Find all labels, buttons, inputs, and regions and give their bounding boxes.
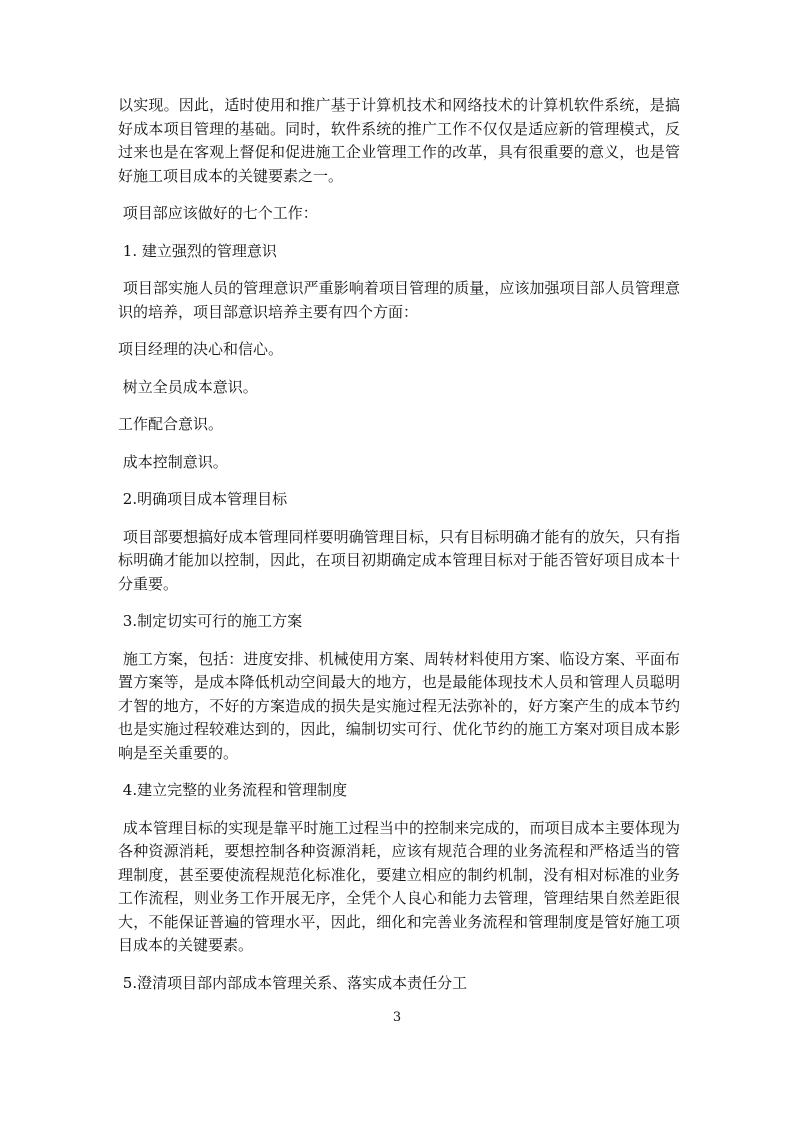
paragraph-intro: 以实现。因此，适时使用和推广基于计算机技术和网络技术的计算机软件系统，是搞好成本项目管理的基础。同时，软件系统的推广工作不仅仅是适应新的管理模式，反过来也是在客观上督促和促进施工企业管理工作的改革，具有很重要的意义，也是管好施工项目成本的关键要素之一。 [118,96,680,185]
heading-3: 3.制定切实可行的施工方案 [118,612,303,630]
paragraph-construction-plan: 施工方案，包括：进度安排、机械使用方案、周转材料使用方案、临设方案、平面布置方案等，是成本降低机动空间最大的地方，也是最能体现技术人员和管理人员聪明才智的地方，不好的方案造成的损失是实施过程无法弥补的，好方案产生的成本节约也是实施过程较难达到的，因此，编制切实可行、优化节约的施工方案对项目成本影响是至关重要的。 [118,649,680,762]
list-item: 树立全员成本意识。 [118,377,258,396]
list-item: 成本控制意识。 [118,452,228,471]
list-item: 项目经理的决心和信心。 [118,340,284,358]
list-item: 工作配合意识。 [118,415,224,433]
paragraph-awareness: 项目部实施人员的管理意识严重影响着项目管理的质量，应该加强项目部人员管理意识的培养，项目部意识培养主要有四个方面： [118,279,680,321]
paragraph-goals: 项目部要想搞好成本管理同样要明确管理目标，只有目标明确才能有的放矢，只有指标明确才能加以控制，因此，在项目初期确定成本管理目标对于能否管好项目成本十分重要。 [118,527,680,593]
paragraph-seven-tasks: 项目部应该做好的七个工作： [118,204,318,222]
heading-2: 2.明确项目成本管理目标 [118,490,288,508]
paragraph-process-system: 成本管理目标的实现是靠平时施工过程当中的控制来完成的，而项目成本主要体现为各种资源消耗，要想控制各种资源消耗，应该有规范合理的业务流程和严格适当的管理制度，甚至要使流程规范化标准化，要建立相应的制约机制，没有相对标准的业务工作流程，则业务工作开展无序，全凭个人良心和能力去管理，管理结果自然差距很大，不能保证普遍的管理水平，因此，细化和完善业务流程和管理制度是管好施工项目成本的关键要素。 [118,818,680,954]
page-number: 3 [392,1010,402,1025]
heading-1: 1. 建立强烈的管理意识 [118,241,277,260]
heading-5: 5.澄清项目部内部成本管理关系、落实成本责任分工 [118,973,468,992]
heading-4: 4.建立完整的业务流程和管理制度 [118,781,348,799]
document-body [118,94,680,995]
